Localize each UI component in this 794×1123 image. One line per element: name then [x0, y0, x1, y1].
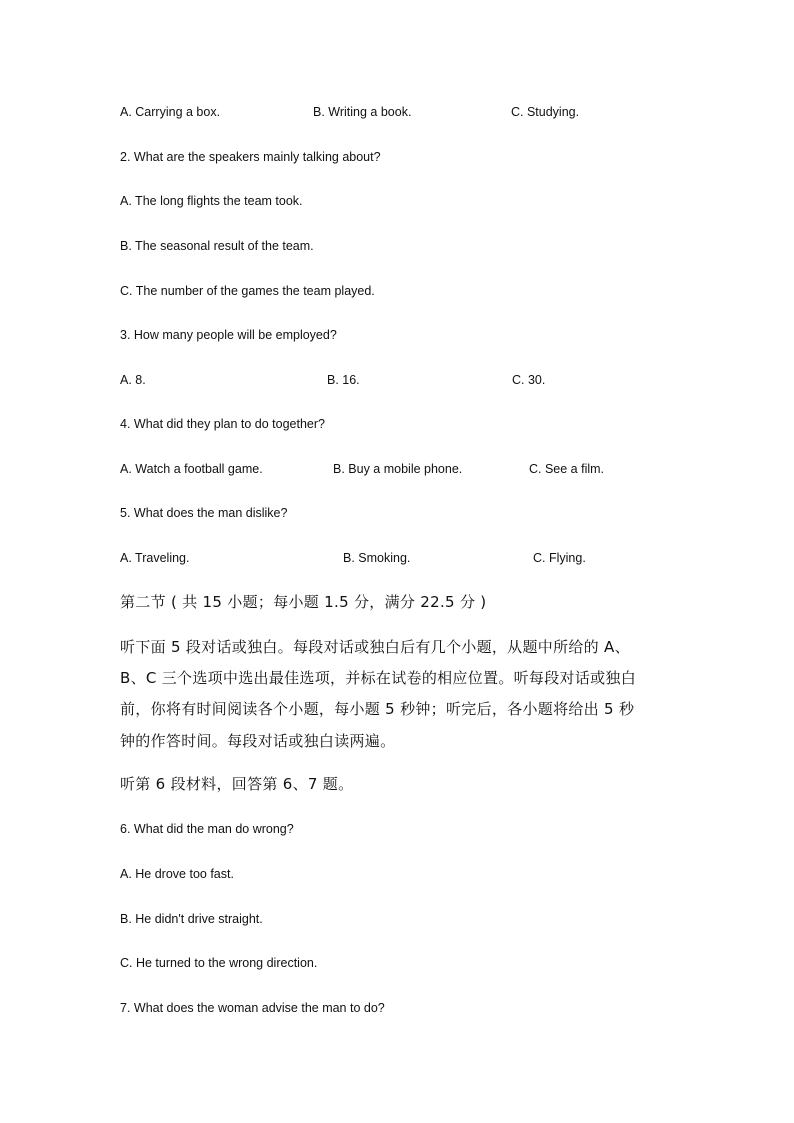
q5-option-c: C. Flying. — [533, 551, 586, 565]
q4-stem: 4. What did they plan to do together? — [120, 417, 325, 431]
q3-option-b: B. 16. — [327, 373, 360, 387]
section-2-instructions-line-1: 听下面 5 段对话或独白。每段对话或独白后有几个小题，从题中所给的 A、 — [120, 638, 630, 656]
q2-stem: 2. What are the speakers mainly talking about? — [120, 150, 381, 164]
q6-option-b: B. He didn't drive straight. — [120, 912, 263, 926]
q1-option-b: B. Writing a book. — [313, 105, 412, 119]
q5-option-a: A. Traveling. — [120, 551, 190, 565]
section-2-instructions-line-4: 钟的作答时间。每段对话或独白读两遍。 — [120, 732, 396, 750]
section-2-instructions-line-3: 前，你将有时间阅读各个小题，每小题 5 秒钟；听完后，各小题将给出 5 秒 — [120, 700, 635, 718]
q6-option-c: C. He turned to the wrong direction. — [120, 956, 318, 970]
section-2-heading: 第二节 ( 共 15 小题；每小题 1.5 分，满分 22.5 分 ) — [120, 593, 487, 611]
q7-stem: 7. What does the woman advise the man to do? — [120, 1001, 385, 1015]
q2-option-c: C. The number of the games the team played. — [120, 284, 375, 298]
q6-option-a: A. He drove too fast. — [120, 867, 234, 881]
q4-option-b: B. Buy a mobile phone. — [333, 462, 463, 476]
q1-option-a: A. Carrying a box. — [120, 105, 221, 119]
q3-stem: 3. How many people will be employed? — [120, 328, 337, 342]
q3-option-c: C. 30. — [512, 373, 546, 387]
q4-option-a: A. Watch a football game. — [120, 462, 263, 476]
q2-option-a: A. The long flights the team took. — [120, 194, 303, 208]
q1-option-c: C. Studying. — [511, 105, 580, 119]
q3-option-a: A. 8. — [120, 373, 146, 387]
section-2-instructions-line-2: B、C 三个选项中选出最佳选项，并标在试卷的相应位置。听每段对话或独白 — [120, 669, 637, 687]
q4-option-c: C. See a film. — [529, 462, 605, 476]
q2-option-b: B. The seasonal result of the team. — [120, 239, 314, 253]
q5-stem: 5. What does the man dislike? — [120, 506, 288, 520]
q5-option-b: B. Smoking. — [343, 551, 411, 565]
material-6-instruction: 听第 6 段材料，回答第 6、7 题。 — [120, 775, 354, 793]
q6-stem: 6. What did the man do wrong? — [120, 822, 294, 836]
